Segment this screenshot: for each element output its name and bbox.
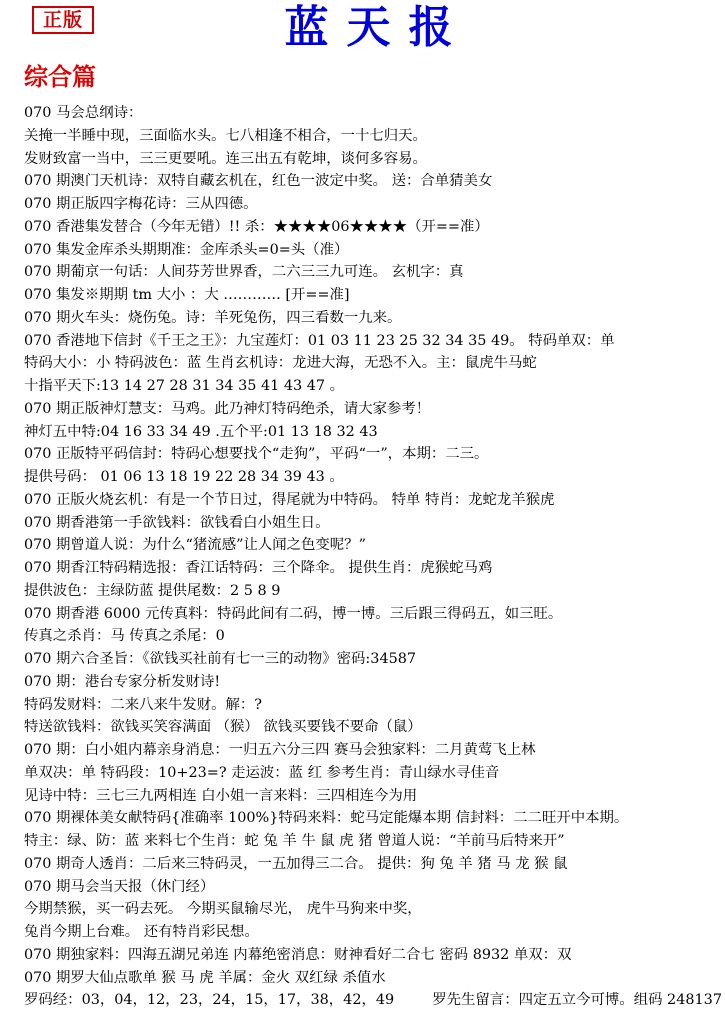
text-line: 070 期裸体美女献特码{准确率 100%}特码来料：蛇马定能爆本期 信封料：二二旺开中本期。 [24, 810, 629, 827]
text-line: 070 期马会当天报（休门经） [24, 878, 215, 895]
text-line: 070 期葡京一句话：人间芬芳世界香，二六三三九可连。 玄机字：真 [24, 264, 464, 281]
text-line: 070 期澳门天机诗：双特自藏玄机在，红色一波定中奖。 送：合单猜美女 [24, 173, 493, 190]
text-line: 070 期火车头：烧伤兔。诗：羊死兔伤，四三看数一九来。 [24, 309, 402, 326]
page-title: 蓝天报 [284, 2, 471, 53]
text-line: 070 期：港台专家分析发财诗! [24, 673, 221, 690]
section-heading: 综合篇 [24, 63, 96, 91]
text-line: 070 香港地下信封《千王之王》：九宝莲灯：01 03 11 23 25 32 34 35 49。 特码单双：单 [24, 332, 615, 349]
text-line: 070 期奇人透肖：二后来三特码灵，一五加得三二合。 提供：狗 兔 羊 猪 马 龙 猴 鼠 [24, 855, 568, 872]
text-line: 特码大小：小 特码波色：蓝 生肖玄机诗：龙进大海，无恐不入。主：鼠虎牛马蛇 [24, 355, 537, 372]
text-line: 兔肖今期上台难。 还有特肖彩民想。 [24, 924, 259, 940]
text-line: 070 期罗大仙点歌单 猴 马 虎 羊属：金火 双红绿 杀值水 [24, 969, 386, 986]
text-line: 传真之杀肖：马 传真之杀尾：0 [24, 628, 225, 645]
text-line: 070 期六合圣旨：《欲钱买社前有七一三的动物》密码:34587 [24, 651, 417, 667]
text-line-last [24, 989, 722, 1012]
text-line: 发财致富一当中，三三更要吼。连三出五有乾坤，谈何多容易。 [24, 150, 427, 167]
text-line: 单双决：单 特码段：10+23=? 走运波：蓝 红 参考生肖：青山绿水寻佳音 [24, 764, 500, 781]
text-line: 070 期香港第一手欲钱料：欲钱看白小姐生日。 [24, 514, 330, 531]
text-line: 十指平天下:13 14 27 28 31 34 35 41 43 47 。 [24, 378, 345, 394]
content-lines [24, 102, 722, 1012]
text-line: 070 期正版四字梅花诗：三从四德。 [24, 196, 258, 212]
text-line: 070 正版特平码信封：特码心想要找个“走狗”，平码“一”，本期：二三。 [24, 446, 489, 463]
text-line: 070 期香港 6000 元传真料：特码此间有二码，博一博。三后跟三得码五，如三旺。 [24, 605, 563, 622]
text-line: 提供波色：主绿防蓝 提供尾数：2 5 8 9 [24, 582, 281, 599]
text-line: 关掩一半睡中现，三面临水头。七八相逢不相合，一十七归天。 [24, 127, 427, 144]
text-line: 070 期独家料：四海五湖兄弟连 内幕绝密消息：财神看好二合七 密码 8932 单双：双 [24, 946, 572, 963]
text-line: 070 期：白小姐内幕亲身消息：一归五六分三四 赛马会独家料：二月黄莺飞上林 [24, 742, 536, 758]
text-line: 今期禁猴，买一码去死。 今期买鼠输尽光， 虎牛马狗来中奖， [24, 901, 422, 918]
text-line: 特送欲钱料：欲钱买笑容满面 （猴） 欲钱买要钱不要命（鼠） [24, 719, 422, 736]
text-line: 070 香港集发替合（今年无错）!! 杀：★★★★06★★★★（开==准） [24, 218, 489, 235]
genuine-edition-badge: 正版 [32, 6, 94, 34]
text-line: 070 马会总纲诗： [24, 105, 143, 121]
text-line: 070 集发金库杀头期期准：金库杀头=0=头（准） [24, 241, 349, 258]
text-line: 提供号码： 01 06 13 18 19 22 28 34 39 43 。 [24, 469, 344, 485]
text-line: 特主：绿、防：蓝 来料七个生肖：蛇 兔 羊 牛 鼠 虎 猪 曾道人说：“羊前马后特来开” [24, 833, 565, 849]
text-line: 特码发财料：二来八来牛发财。解：? [24, 696, 262, 713]
luo-message: 罗先生留言：四定五立今可博。组码 248137 [432, 992, 722, 1009]
text-line: 神灯五中特:04 16 33 34 49 .五个平:01 13 18 32 43 [24, 423, 378, 440]
luo-code-list: 罗码经：03，04，12，23，24，15，17，38，42，49 [24, 992, 395, 1009]
text-line: 见诗中特：三七三九两相连 白小姐一言来料：三四相连今为用 [24, 787, 418, 804]
text-line: 070 期香江特码精选报：香江话特码：三个降伞。 提供生肖：虎猴蛇马鸡 [24, 560, 493, 576]
text-line: 070 正版火烧玄机：有是一个节日过，得尾就为中特码。 特单 特肖：龙蛇龙羊猴虎 [24, 491, 555, 508]
text-line: 070 期曾道人说：为什么“猪流感”让人闻之色变呢？” [24, 537, 366, 554]
text-line: 070 期正版神灯慧支：马鸡。此乃神灯特码绝杀，请大家参考！ [24, 400, 431, 417]
text-line: 070 集发※期期 tm 大小 ：大 ………… [开==准] [24, 287, 350, 303]
